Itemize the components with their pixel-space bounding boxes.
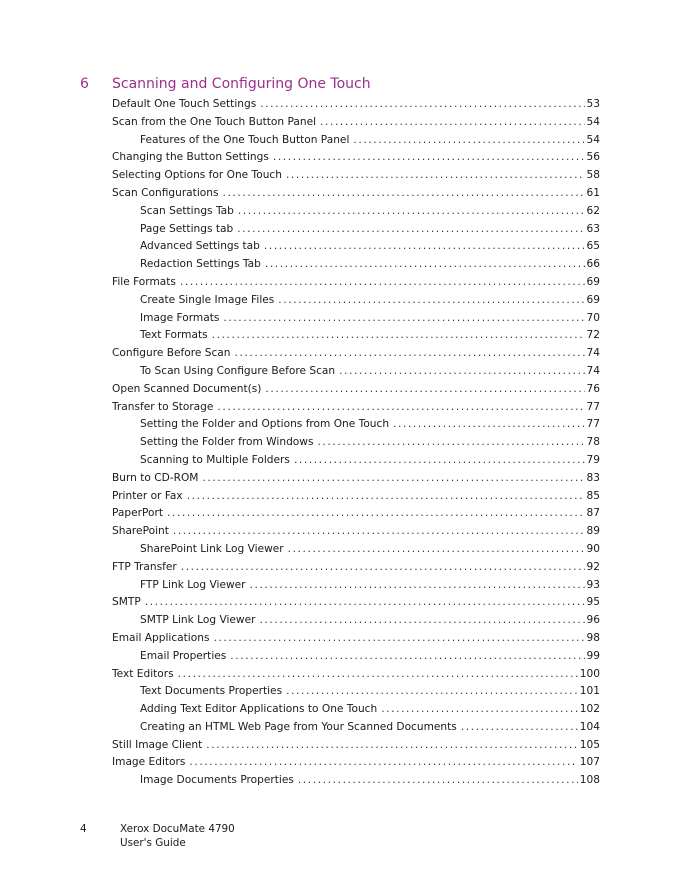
- toc-entry[interactable]: [112, 470, 600, 488]
- dot-leader: [250, 577, 585, 595]
- toc-entry-page[interactable]: 101: [579, 685, 600, 698]
- toc-entry-page[interactable]: 85: [586, 489, 600, 502]
- toc-entry[interactable]: [112, 719, 600, 737]
- dot-leader: [178, 666, 578, 684]
- toc-entry-page[interactable]: 77: [586, 418, 600, 431]
- toc-entry-page[interactable]: 69: [586, 275, 600, 288]
- dot-leader: [234, 345, 584, 363]
- toc-entry-title[interactable]: Text Formats: [140, 329, 208, 342]
- toc-entry-title[interactable]: Setting the Folder and Options from One Touch: [140, 418, 390, 431]
- toc-entry-page[interactable]: 66: [586, 258, 600, 271]
- toc-entry-page[interactable]: 95: [586, 596, 600, 609]
- toc-entry[interactable]: [112, 559, 600, 577]
- toc-entry[interactable]: [112, 666, 600, 684]
- toc-entry-title[interactable]: Open Scanned Document(s): [112, 382, 262, 395]
- toc-entry[interactable]: [112, 488, 600, 506]
- dot-leader: [187, 488, 585, 506]
- toc-entry[interactable]: [112, 594, 600, 612]
- dot-leader: [264, 238, 585, 256]
- dot-leader: [381, 701, 578, 719]
- toc-entry-page[interactable]: 104: [579, 720, 600, 733]
- toc-entry-page[interactable]: 63: [586, 222, 600, 235]
- toc-entry-title[interactable]: Still Image Client: [112, 738, 203, 751]
- chapter-title[interactable]: Scanning and Configuring One Touch: [112, 76, 371, 92]
- toc-entry-title[interactable]: Scanning to Multiple Folders: [140, 453, 290, 466]
- toc-entry-title[interactable]: Text Editors: [112, 667, 174, 680]
- dot-leader: [238, 203, 585, 221]
- dot-leader: [181, 559, 585, 577]
- toc-entry[interactable]: [112, 203, 600, 221]
- toc-entry-page[interactable]: 62: [586, 204, 600, 217]
- dot-leader: [167, 505, 585, 523]
- toc-entry[interactable]: [112, 345, 600, 363]
- toc-entry[interactable]: [112, 399, 600, 417]
- toc-entry[interactable]: [112, 149, 600, 167]
- toc-entry-page[interactable]: 105: [579, 738, 600, 751]
- dot-leader: [393, 416, 584, 434]
- toc-entry[interactable]: [112, 648, 600, 666]
- toc-entry-title[interactable]: Creating an HTML Web Page from Your Scanned Documents: [140, 720, 457, 733]
- toc-entry-title[interactable]: Scan Configurations: [112, 186, 219, 199]
- dot-leader: [320, 114, 584, 132]
- toc-entry-page[interactable]: 69: [586, 293, 600, 306]
- dot-leader: [230, 648, 584, 666]
- toc-entry-title[interactable]: Configure Before Scan: [112, 347, 231, 360]
- toc-entry-title[interactable]: Default One Touch Settings: [112, 98, 257, 110]
- dot-leader: [278, 292, 584, 310]
- toc-entry[interactable]: [112, 327, 600, 345]
- toc-entry-title[interactable]: FTP Link Log Viewer: [140, 578, 246, 591]
- toc-entry[interactable]: [112, 754, 600, 772]
- toc-entry-title[interactable]: Create Single Image Files: [140, 293, 275, 306]
- toc-entry-title[interactable]: SharePoint: [112, 525, 169, 538]
- toc-entry-title[interactable]: Email Applications: [112, 631, 210, 644]
- footer-document-info: [120, 822, 320, 850]
- toc-entry-page[interactable]: 74: [586, 364, 600, 377]
- toc-entry-page[interactable]: 54: [586, 115, 600, 128]
- toc-entry[interactable]: [112, 363, 600, 381]
- toc-entry-page[interactable]: 98: [586, 631, 600, 644]
- toc-entry-page[interactable]: 83: [586, 471, 600, 484]
- dot-leader: [237, 221, 584, 239]
- toc-entry-page[interactable]: 108: [579, 774, 600, 787]
- dot-leader: [286, 683, 578, 701]
- toc-entry-title[interactable]: Setting the Folder from Windows: [140, 436, 314, 449]
- toc-entry-page[interactable]: 100: [579, 667, 600, 680]
- toc-entry[interactable]: [112, 452, 600, 470]
- dot-leader: [173, 523, 585, 541]
- toc-entry-title[interactable]: Features of the One Touch Button Panel: [140, 133, 350, 146]
- toc-entry[interactable]: [112, 96, 600, 114]
- dot-leader: [223, 310, 584, 328]
- toc-entry[interactable]: [112, 238, 600, 256]
- toc-entry[interactable]: [112, 434, 600, 452]
- toc-entry-title[interactable]: Text Documents Properties: [140, 685, 283, 698]
- dot-leader: [265, 256, 585, 274]
- toc-entry-page[interactable]: 54: [586, 133, 600, 146]
- dot-leader: [298, 772, 578, 790]
- toc-entry[interactable]: [112, 772, 600, 790]
- toc-entry-title[interactable]: File Formats: [112, 275, 176, 288]
- toc-entry-page[interactable]: 58: [586, 169, 600, 182]
- toc-entry-title[interactable]: SharePoint Link Log Viewer: [140, 542, 284, 555]
- toc-entry[interactable]: [112, 381, 600, 399]
- toc-entry[interactable]: [112, 523, 600, 541]
- toc-entry[interactable]: [112, 630, 600, 648]
- toc-entry-page[interactable]: 61: [586, 186, 600, 199]
- toc-entry[interactable]: [112, 612, 600, 630]
- chapter-heading: [80, 76, 600, 96]
- toc-entry-page[interactable]: 96: [586, 614, 600, 627]
- dot-leader: [461, 719, 578, 737]
- toc-entry-title[interactable]: To Scan Using Configure Before Scan: [140, 364, 336, 377]
- dot-leader: [273, 149, 585, 167]
- toc-entry[interactable]: [112, 683, 600, 701]
- toc-entry-title[interactable]: Transfer to Storage: [112, 400, 214, 413]
- toc-entry[interactable]: [112, 541, 600, 559]
- toc-entry-page[interactable]: 74: [586, 347, 600, 360]
- dot-leader: [259, 612, 584, 630]
- toc-entry-page[interactable]: 65: [586, 240, 600, 253]
- dot-leader: [206, 737, 577, 755]
- dot-leader: [202, 470, 584, 488]
- toc-entry-page[interactable]: 78: [586, 436, 600, 449]
- toc-entry-title[interactable]: Image Formats: [140, 311, 220, 324]
- toc-entry-page[interactable]: 76: [586, 382, 600, 395]
- dot-leader: [212, 327, 585, 345]
- toc-entry[interactable]: [112, 167, 600, 185]
- toc-entry-title[interactable]: Image Editors: [112, 756, 186, 769]
- toc-entry-page[interactable]: 92: [586, 560, 600, 573]
- toc-entry[interactable]: [112, 256, 600, 274]
- dot-leader: [265, 381, 584, 399]
- toc-entry-page[interactable]: 53: [586, 98, 600, 110]
- toc-entry-title[interactable]: Changing the Button Settings: [112, 151, 269, 164]
- toc-entry-title[interactable]: PaperPort: [112, 507, 164, 520]
- toc-entry-title[interactable]: Email Properties: [140, 649, 227, 662]
- toc-entry[interactable]: [112, 737, 600, 755]
- toc-entry-page[interactable]: 87: [586, 507, 600, 520]
- dot-leader: [353, 132, 584, 150]
- toc-entry-title[interactable]: SMTP: [112, 596, 141, 609]
- toc-entry[interactable]: [112, 416, 600, 434]
- footer-product-name: Xerox DocuMate 4790: [120, 823, 235, 835]
- table-of-contents: [112, 96, 600, 790]
- toc-entry-page[interactable]: 93: [586, 578, 600, 591]
- toc-entry[interactable]: [112, 132, 600, 150]
- toc-entry-title[interactable]: SMTP Link Log Viewer: [140, 614, 256, 627]
- dot-leader: [286, 167, 585, 185]
- dot-leader: [213, 630, 584, 648]
- toc-entry-page[interactable]: 89: [586, 525, 600, 538]
- toc-entry-title[interactable]: FTP Transfer: [112, 560, 177, 573]
- toc-entry[interactable]: [112, 114, 600, 132]
- toc-entry-page[interactable]: 72: [586, 329, 600, 342]
- toc-entry-title[interactable]: Scan Settings Tab: [140, 204, 234, 217]
- toc-entry[interactable]: [112, 292, 600, 310]
- toc-entry-title[interactable]: Adding Text Editor Applications to One Touch: [140, 703, 378, 716]
- toc-entry-page[interactable]: 79: [586, 453, 600, 466]
- footer-page-number: 4: [80, 823, 87, 835]
- toc-entry-page[interactable]: 107: [579, 756, 600, 769]
- toc-entry-page[interactable]: 70: [586, 311, 600, 324]
- toc-entry-title[interactable]: Scan from the One Touch Button Panel: [112, 115, 317, 128]
- toc-entry[interactable]: [112, 221, 600, 239]
- toc-entry-title[interactable]: Burn to CD-ROM: [112, 471, 199, 484]
- toc-entry-title[interactable]: Selecting Options for One Touch: [112, 169, 282, 182]
- toc-entry[interactable]: [112, 505, 600, 523]
- toc-entry-title[interactable]: Printer or Fax: [112, 489, 183, 502]
- toc-entry[interactable]: [112, 701, 600, 719]
- toc-entry[interactable]: [112, 274, 600, 292]
- chapter-number: 6: [80, 76, 89, 92]
- toc-entry[interactable]: [112, 577, 600, 595]
- toc-entry-page[interactable]: 99: [586, 649, 600, 662]
- dot-leader: [223, 185, 585, 203]
- dot-leader: [189, 754, 577, 772]
- dot-leader: [339, 363, 584, 381]
- toc-entry-title[interactable]: Page Settings tab: [140, 222, 234, 235]
- dot-leader: [217, 399, 584, 417]
- dot-leader: [145, 594, 585, 612]
- toc-entry-page[interactable]: 77: [586, 400, 600, 413]
- dot-leader: [180, 274, 585, 292]
- toc-entry-page[interactable]: 56: [586, 151, 600, 164]
- toc-entry-title[interactable]: Redaction Settings Tab: [140, 258, 261, 271]
- toc-entry-page[interactable]: 90: [586, 542, 600, 555]
- toc-entry[interactable]: [112, 310, 600, 328]
- toc-entry[interactable]: [112, 185, 600, 203]
- toc-entry-title[interactable]: Image Documents Properties: [140, 774, 294, 787]
- toc-entry-page[interactable]: 102: [579, 703, 600, 716]
- dot-leader: [294, 452, 585, 470]
- dot-leader: [260, 96, 584, 114]
- dot-leader: [288, 541, 585, 559]
- footer-guide-name: User's Guide: [120, 837, 186, 849]
- toc-entry-title[interactable]: Advanced Settings tab: [140, 240, 260, 253]
- dot-leader: [317, 434, 584, 452]
